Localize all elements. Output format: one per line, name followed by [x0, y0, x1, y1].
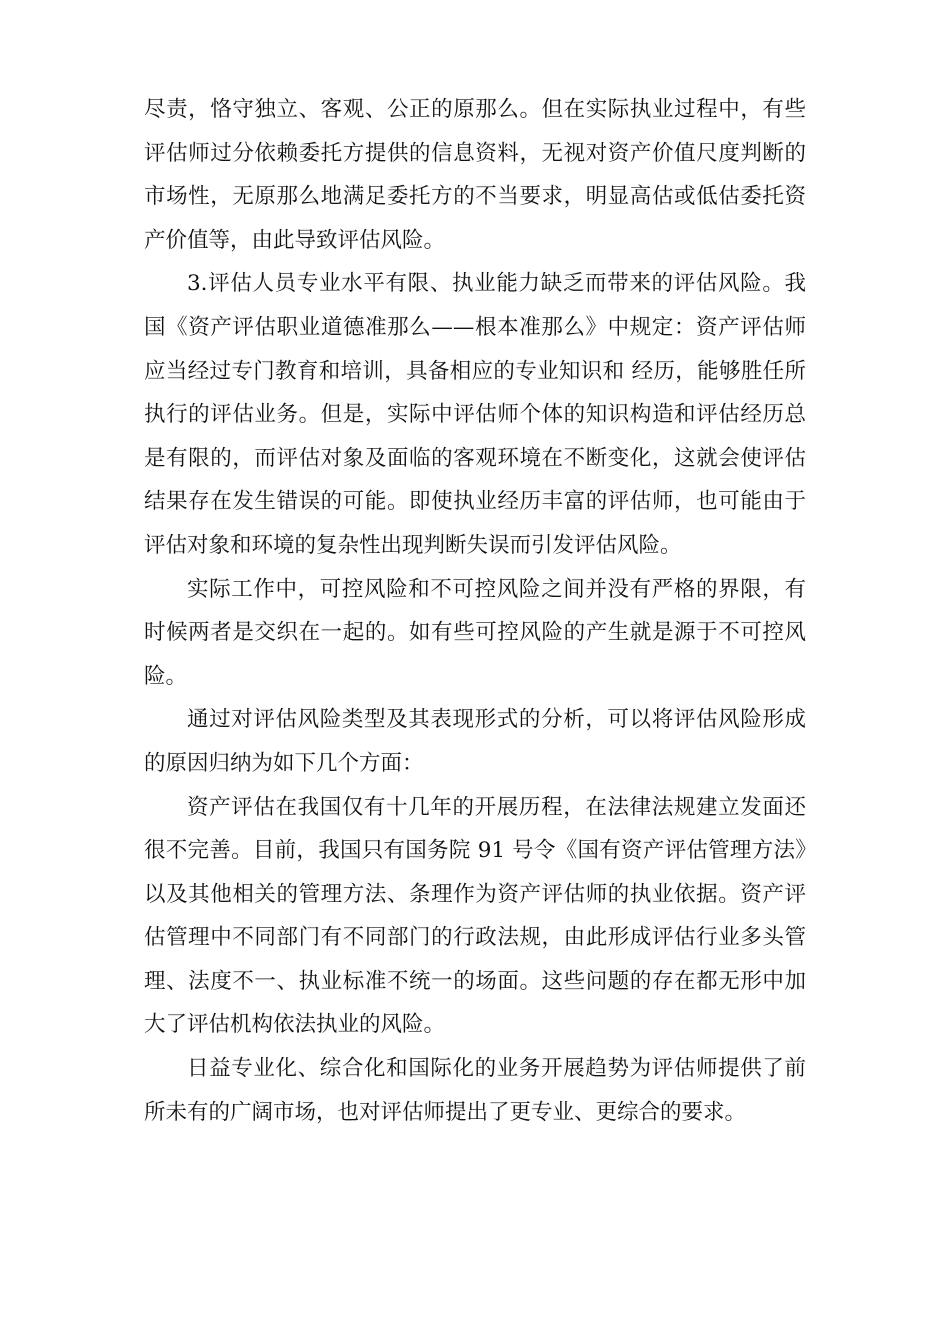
paragraph-3: 实际工作中，可控风险和不可控风险之间并没有严格的界限，有时候两者是交织在一起的。如有些可控风险的产生就是源于不可控风险。 — [144, 576, 806, 689]
paragraph-2: 3.评估人员专业水平有限、执业能力缺乏而带来的评估风险。我国《资产评估职业道德准那么——根本准那么》中规定：资产评估师应当经过专门教育和培训，具备相应的专业知识和 经历，能够胜任所执行的评估业务。但是，实际中评估师个体的知识构造和评估经历总是有限的，而评估对象及面临的客观环境在不断变化，这就会使评估结果存在发生错误的可能。即使执业经历丰富的评估师，也可能由于评估对象和环境的复杂性出现判断失误而引发评估风险。 — [144, 271, 806, 558]
paragraph-1: 尽责，恪守独立、客观、公正的原那么。但在实际执业过程中，有些评估师过分依赖委托方提供的信息资料，无视对资产价值尺度判断的市场性，无原那么地满足委托方的不当要求，明显高估或低估委托资产价值等，由此导致评估风险。 — [144, 97, 806, 253]
paragraph-6: 日益专业化、综合化和国际化的业务开展趋势为评估师提供了前所未有的广阔市场，也对评估师提出了更专业、更综合的要求。 — [144, 1056, 806, 1125]
paragraph-5: 资产评估在我国仅有十几年的开展历程，在法律法规建立发面还很不完善。目前，我国只有国务院 91 号令《国有资产评估管理方法》以及其他相关的管理方法、条理作为资产评估师的执业依据。资产评估管理中不同部门有不同部门的行政法规，由此形成评估行业多头管理、法度不一、执业标准不统一的场面。这些问题的存在都无形中加大了评估机构依法执业的风险。 — [144, 794, 806, 1038]
document-body — [144, 88, 806, 1134]
paragraph-4: 通过对评估风险类型及其表现形式的分析，可以将评估风险形成的原因归纳为如下几个方面： — [144, 707, 806, 776]
